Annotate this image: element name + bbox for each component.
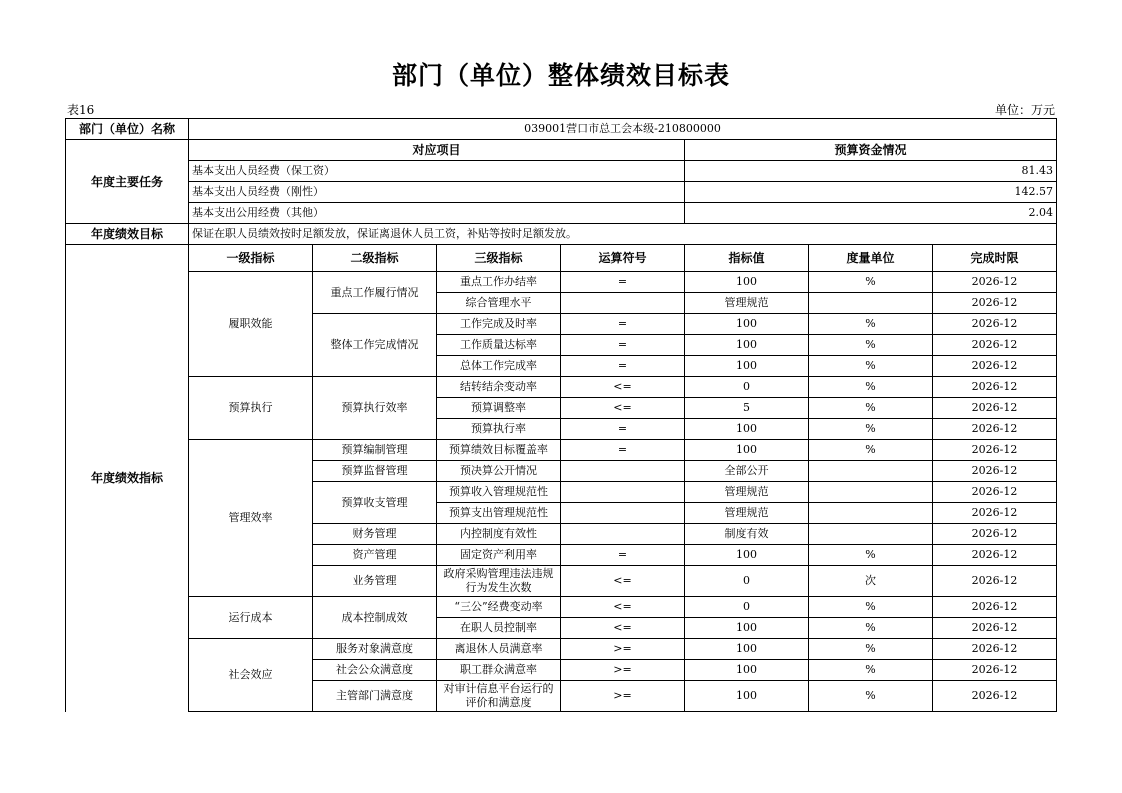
deadline-cell: 2026-12 <box>933 377 1057 398</box>
col-header: 一级指标 <box>189 245 313 272</box>
unit-cell: % <box>809 314 933 335</box>
operator-cell: <= <box>561 566 685 597</box>
value-cell: 制度有效 <box>685 524 809 545</box>
level2-cell: 业务管理 <box>313 566 437 597</box>
level1-cell: 运行成本 <box>189 597 313 639</box>
deadline-cell: 2026-12 <box>933 461 1057 482</box>
deadline-cell: 2026-12 <box>933 660 1057 681</box>
operator-cell: = <box>561 272 685 293</box>
deadline-cell: 2026-12 <box>933 681 1057 712</box>
level3-cell: 内控制度有效性 <box>437 524 561 545</box>
value-cell: 100 <box>685 335 809 356</box>
level2-cell: 预算执行效率 <box>313 377 437 440</box>
indicator-row <box>66 377 1057 398</box>
level1-cell: 管理效率 <box>189 440 313 597</box>
performance-table <box>65 118 1057 712</box>
level3-cell: 离退休人员满意率 <box>437 639 561 660</box>
level2-cell: 成本控制成效 <box>313 597 437 639</box>
unit-cell <box>809 293 933 314</box>
level2-cell: 主管部门满意度 <box>313 681 437 712</box>
page-title: 部门（单位）整体绩效目标表 <box>391 61 730 90</box>
operator-cell: = <box>561 356 685 377</box>
level2-cell: 服务对象满意度 <box>313 639 437 660</box>
value-cell: 100 <box>685 660 809 681</box>
indicator-row <box>66 272 1057 293</box>
operator-cell <box>561 482 685 503</box>
operator-cell <box>561 503 685 524</box>
col-header: 度量单位 <box>809 245 933 272</box>
level3-cell: 在职人员控制率 <box>437 618 561 639</box>
deadline-cell: 2026-12 <box>933 398 1057 419</box>
level3-cell: 预算执行率 <box>437 419 561 440</box>
unit-cell: % <box>809 272 933 293</box>
value-cell: 管理规范 <box>685 482 809 503</box>
indicator-row <box>66 639 1057 660</box>
task-label: 年度主要任务 <box>66 140 189 224</box>
task-project: 基本支出人员经费（保工资） <box>189 161 685 182</box>
task-header-row <box>66 140 1057 161</box>
deadline-cell: 2026-12 <box>933 482 1057 503</box>
level3-cell: 重点工作办结率 <box>437 272 561 293</box>
value-cell: 100 <box>685 356 809 377</box>
operator-cell <box>561 293 685 314</box>
operator-cell: >= <box>561 681 685 712</box>
unit-cell: % <box>809 681 933 712</box>
col-header: 三级指标 <box>437 245 561 272</box>
operator-cell: <= <box>561 597 685 618</box>
unit-cell <box>809 524 933 545</box>
level3-cell: 对审计信息平台运行的评价和满意度 <box>437 681 561 712</box>
level3-cell: 工作完成及时率 <box>437 314 561 335</box>
value-cell: 100 <box>685 272 809 293</box>
operator-cell: = <box>561 545 685 566</box>
level3-cell: 预决算公开情况 <box>437 461 561 482</box>
level2-cell: 预算编制管理 <box>313 440 437 461</box>
level3-cell: 预算绩效目标覆盖率 <box>437 440 561 461</box>
goal-label: 年度绩效目标 <box>66 224 189 245</box>
deadline-cell: 2026-12 <box>933 335 1057 356</box>
unit-cell: % <box>809 398 933 419</box>
unit-cell <box>809 482 933 503</box>
operator-cell: = <box>561 335 685 356</box>
operator-cell <box>561 524 685 545</box>
level3-cell: 预算收入管理规范性 <box>437 482 561 503</box>
value-cell: 100 <box>685 545 809 566</box>
deadline-cell: 2026-12 <box>933 503 1057 524</box>
value-cell: 100 <box>685 440 809 461</box>
value-cell: 100 <box>685 419 809 440</box>
value-cell: 100 <box>685 618 809 639</box>
deadline-cell: 2026-12 <box>933 314 1057 335</box>
col-header: 指标值 <box>685 245 809 272</box>
unit-cell: 次 <box>809 566 933 597</box>
indicator-row <box>66 440 1057 461</box>
operator-cell: <= <box>561 377 685 398</box>
unit-label: 单位：万元 <box>994 103 1055 117</box>
deadline-cell: 2026-12 <box>933 597 1057 618</box>
dept-label: 部门（单位）名称 <box>66 119 189 140</box>
deadline-cell: 2026-12 <box>933 419 1057 440</box>
value-cell: 5 <box>685 398 809 419</box>
level1-cell: 社会效应 <box>189 639 313 712</box>
value-cell: 管理规范 <box>685 503 809 524</box>
level3-cell: 职工群众满意率 <box>437 660 561 681</box>
operator-cell: = <box>561 440 685 461</box>
unit-cell: % <box>809 377 933 398</box>
level3-cell: 预算调整率 <box>437 398 561 419</box>
task-amount: 142.57 <box>685 182 1057 203</box>
deadline-cell: 2026-12 <box>933 524 1057 545</box>
unit-cell: % <box>809 356 933 377</box>
task-row <box>66 182 1057 203</box>
level3-cell: 综合管理水平 <box>437 293 561 314</box>
table-number: 表16 <box>67 103 95 117</box>
value-cell: 0 <box>685 597 809 618</box>
task-row <box>66 161 1057 182</box>
operator-cell: <= <box>561 618 685 639</box>
goal-text: 保证在职人员绩效按时足额发放，保证离退休人员工资，补贴等按时足额发放。 <box>189 224 1057 245</box>
deadline-cell: 2026-12 <box>933 356 1057 377</box>
indicator-row <box>66 597 1057 618</box>
dept-value: 039001营口市总工会本级-210800000 <box>189 119 1057 140</box>
task-amount: 2.04 <box>685 203 1057 224</box>
level1-cell: 履职效能 <box>189 272 313 377</box>
operator-cell: = <box>561 419 685 440</box>
value-cell: 管理规范 <box>685 293 809 314</box>
level3-cell: “三公”经费变动率 <box>437 597 561 618</box>
level3-cell: 政府采购管理违法违规行为发生次数 <box>437 566 561 597</box>
unit-cell: % <box>809 440 933 461</box>
col-header: 运算符号 <box>561 245 685 272</box>
task-row <box>66 203 1057 224</box>
col-budget: 预算资金情况 <box>685 140 1057 161</box>
level2-cell: 预算监督管理 <box>313 461 437 482</box>
value-cell: 0 <box>685 566 809 597</box>
value-cell: 全部公开 <box>685 461 809 482</box>
unit-cell: % <box>809 597 933 618</box>
unit-cell: % <box>809 618 933 639</box>
unit-cell: % <box>809 545 933 566</box>
value-cell: 100 <box>685 639 809 660</box>
task-amount: 81.43 <box>685 161 1057 182</box>
col-project: 对应项目 <box>189 140 685 161</box>
deadline-cell: 2026-12 <box>933 566 1057 597</box>
unit-cell: % <box>809 419 933 440</box>
operator-cell: >= <box>561 660 685 681</box>
value-cell: 100 <box>685 681 809 712</box>
deadline-cell: 2026-12 <box>933 639 1057 660</box>
level1-cell: 预算执行 <box>189 377 313 440</box>
level2-cell: 财务管理 <box>313 524 437 545</box>
unit-cell: % <box>809 639 933 660</box>
operator-cell <box>561 461 685 482</box>
col-header: 二级指标 <box>313 245 437 272</box>
level3-cell: 总体工作完成率 <box>437 356 561 377</box>
operator-cell: >= <box>561 639 685 660</box>
task-project: 基本支出公用经费（其他） <box>189 203 685 224</box>
unit-cell: % <box>809 335 933 356</box>
indicator-header-row <box>66 245 1057 272</box>
level2-cell: 预算收支管理 <box>313 482 437 524</box>
level3-cell: 固定资产利用率 <box>437 545 561 566</box>
value-cell: 0 <box>685 377 809 398</box>
deadline-cell: 2026-12 <box>933 545 1057 566</box>
indicator-label: 年度绩效指标 <box>66 245 189 712</box>
level3-cell: 工作质量达标率 <box>437 335 561 356</box>
operator-cell: <= <box>561 398 685 419</box>
level3-cell: 预算支出管理规范性 <box>437 503 561 524</box>
level2-cell: 重点工作履行情况 <box>313 272 437 314</box>
unit-cell <box>809 461 933 482</box>
deadline-cell: 2026-12 <box>933 272 1057 293</box>
deadline-cell: 2026-12 <box>933 293 1057 314</box>
level2-cell: 社会公众满意度 <box>313 660 437 681</box>
value-cell: 100 <box>685 314 809 335</box>
unit-cell: % <box>809 660 933 681</box>
col-header: 完成时限 <box>933 245 1057 272</box>
level3-cell: 结转结余变动率 <box>437 377 561 398</box>
deadline-cell: 2026-12 <box>933 618 1057 639</box>
dept-row <box>66 119 1057 140</box>
level2-cell: 整体工作完成情况 <box>313 314 437 377</box>
unit-cell <box>809 503 933 524</box>
level2-cell: 资产管理 <box>313 545 437 566</box>
task-project: 基本支出人员经费（刚性） <box>189 182 685 203</box>
goal-row <box>66 224 1057 245</box>
deadline-cell: 2026-12 <box>933 440 1057 461</box>
operator-cell: = <box>561 314 685 335</box>
